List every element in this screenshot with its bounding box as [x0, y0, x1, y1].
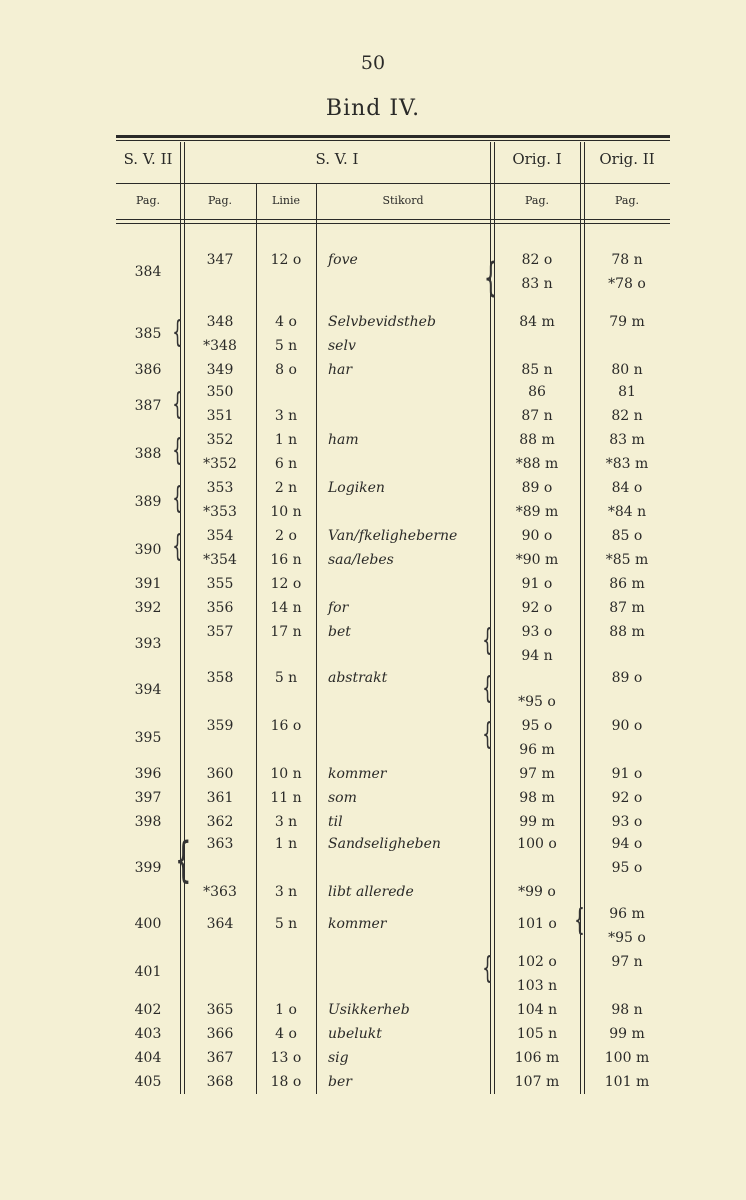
page-number: 50: [360, 52, 386, 74]
cell-sv2-pag: 391: [134, 576, 162, 592]
cell-linie: 11 n: [270, 790, 302, 806]
cell-sv1-pag: 366: [206, 1026, 234, 1042]
cell-orig2-pag: 85 o: [611, 528, 643, 544]
cell-orig2-pag: *78 o: [608, 276, 646, 292]
cell-orig1-pag: 103 n: [516, 978, 558, 994]
cell-linie: 5 n: [274, 338, 298, 354]
column-rule: [316, 184, 317, 1094]
cell-orig1-pag: 107 m: [514, 1074, 560, 1090]
cell-linie: 6 n: [274, 456, 298, 472]
cell-stikord: ham: [328, 432, 359, 448]
cell-stikord: Logiken: [328, 480, 385, 496]
cell-orig1-pag: 85 n: [521, 362, 553, 378]
subheader-stikord: Stikord: [382, 194, 424, 207]
cell-orig2-pag: *84 n: [607, 504, 647, 520]
cell-sv1-pag: 356: [206, 600, 234, 616]
cell-orig2-pag: 83 m: [609, 432, 645, 448]
cell-orig2-pag: *85 m: [605, 552, 649, 568]
cell-orig2-pag: 99 m: [609, 1026, 645, 1042]
cell-linie: 4 o: [275, 314, 297, 330]
cell-orig2-pag: 91 o: [611, 766, 643, 782]
cell-sv1-pag: 365: [206, 1002, 234, 1018]
cell-orig1-pag: 93 o: [521, 624, 553, 640]
cell-stikord: libt allerede: [328, 884, 414, 900]
cell-sv2-pag: 403: [134, 1026, 162, 1042]
cell-sv2-pag: 402: [134, 1002, 162, 1018]
cell-linie: 12 o: [270, 576, 302, 592]
cell-orig1-pag: 99 m: [519, 814, 555, 830]
cell-linie: 5 n: [274, 670, 298, 686]
cell-sv2-pag: 385: [134, 326, 162, 342]
cell-sv2-pag: 388: [134, 446, 162, 462]
subheader-orig1-pag: Pag.: [524, 194, 549, 207]
brace-icon: {: [172, 529, 183, 564]
cell-orig1-pag: 86: [528, 384, 546, 400]
brace-icon: {: [574, 903, 585, 938]
cell-orig2-pag: 80 n: [611, 362, 643, 378]
cell-orig2-pag: 100 m: [604, 1050, 650, 1066]
cell-orig2-pag: *83 m: [605, 456, 649, 472]
brace-icon: {: [172, 387, 183, 422]
cell-orig1-pag: 84 m: [519, 314, 555, 330]
cell-sv1-pag: 357: [206, 624, 234, 640]
cell-stikord: kommer: [328, 916, 387, 932]
cell-sv2-pag: 401: [134, 964, 162, 980]
cell-orig2-pag: 97 n: [611, 954, 643, 970]
brace-icon: {: [483, 255, 498, 301]
header-sv1: S. V. I: [315, 150, 359, 168]
cell-linie: 3 n: [274, 408, 298, 424]
cell-orig1-pag: 91 o: [521, 576, 553, 592]
cell-orig1-pag: 101 o: [517, 916, 557, 932]
cell-sv1-pag: 361: [206, 790, 234, 806]
cell-orig1-pag: 89 o: [521, 480, 553, 496]
subheader-sv1-pag: Pag.: [207, 194, 232, 207]
cell-orig1-pag: *89 m: [515, 504, 559, 520]
cell-sv2-pag: 400: [134, 916, 162, 932]
subheader-sv2-pag: Pag.: [135, 194, 160, 207]
cell-linie: 13 o: [270, 1050, 302, 1066]
cell-orig1-pag: 83 n: [521, 276, 553, 292]
cell-sv2-pag: 389: [134, 494, 162, 510]
table-top-rule-thin: [116, 140, 670, 141]
cell-stikord: ubelukt: [328, 1026, 382, 1042]
cell-orig2-pag: 101 m: [604, 1074, 650, 1090]
cell-linie: 17 n: [270, 624, 302, 640]
cell-linie: 12 o: [270, 252, 302, 268]
cell-orig1-pag: 94 n: [521, 648, 553, 664]
cell-orig1-pag: 96 m: [519, 742, 555, 758]
subheader-orig2-pag: Pag.: [614, 194, 639, 207]
header-orig2: Orig. II: [599, 150, 655, 168]
cell-sv1-pag: *348: [203, 338, 237, 354]
cell-stikord: som: [328, 790, 357, 806]
header-sv2: S. V. II: [123, 150, 173, 168]
cell-stikord: kommer: [328, 766, 387, 782]
cell-orig2-pag: 88 m: [609, 624, 645, 640]
subheader-divider: [116, 219, 670, 220]
cell-orig2-pag: 86 m: [609, 576, 645, 592]
cell-orig1-pag: 98 m: [519, 790, 555, 806]
brace-icon: {: [172, 481, 183, 516]
cell-stikord: ber: [328, 1074, 352, 1090]
cell-linie: 18 o: [270, 1074, 302, 1090]
cell-orig1-pag: 106 m: [514, 1050, 560, 1066]
cell-orig2-pag: 95 o: [611, 860, 643, 876]
cell-sv1-pag: 347: [206, 252, 234, 268]
cell-linie: 1 n: [274, 432, 298, 448]
cell-orig2-pag: *95 o: [608, 930, 646, 946]
cell-orig1-pag: 97 m: [519, 766, 555, 782]
cell-sv2-pag: 392: [134, 600, 162, 616]
cell-sv1-pag: 359: [206, 718, 234, 734]
cell-stikord: saa/lebes: [328, 552, 394, 568]
cell-sv2-pag: 396: [134, 766, 162, 782]
cell-stikord: Selvbevidstheb: [328, 314, 436, 330]
cell-orig2-pag: 98 n: [611, 1002, 643, 1018]
cell-sv1-pag: 349: [206, 362, 234, 378]
cell-orig2-pag: 96 m: [609, 906, 645, 922]
cell-stikord: sig: [328, 1050, 349, 1066]
cell-stikord: Usikkerheb: [328, 1002, 410, 1018]
cell-sv1-pag: 363: [206, 836, 234, 852]
cell-sv2-pag: 393: [134, 636, 162, 652]
cell-sv1-pag: 367: [206, 1050, 234, 1066]
table-top-rule: [116, 135, 670, 138]
cell-sv1-pag: 358: [206, 670, 234, 686]
cell-orig1-pag: *99 o: [518, 884, 556, 900]
subheader-divider-thin: [116, 223, 670, 224]
cell-orig1-pag: 82 o: [521, 252, 553, 268]
cell-sv1-pag: 355: [206, 576, 234, 592]
cell-orig2-pag: 84 o: [611, 480, 643, 496]
cell-linie: 10 n: [270, 766, 302, 782]
cell-linie: 16 n: [270, 552, 302, 568]
cell-linie: 8 o: [275, 362, 297, 378]
subheader-linie: Linie: [272, 194, 300, 207]
cell-orig1-pag: *88 m: [515, 456, 559, 472]
cell-sv2-pag: 398: [134, 814, 162, 830]
cell-stikord: bet: [328, 624, 351, 640]
cell-orig2-pag: 87 m: [609, 600, 645, 616]
cell-orig1-pag: 92 o: [521, 600, 553, 616]
cell-linie: 5 n: [274, 916, 298, 932]
cell-orig2-pag: 89 o: [611, 670, 643, 686]
column-rule: [580, 142, 581, 1094]
cell-orig2-pag: 94 o: [611, 836, 643, 852]
cell-stikord: fove: [328, 252, 358, 268]
cell-orig1-pag: 104 n: [516, 1002, 558, 1018]
cell-stikord: Sandseligheben: [328, 836, 441, 852]
cell-linie: 10 n: [270, 504, 302, 520]
cell-sv2-pag: 394: [134, 682, 162, 698]
cell-sv1-pag: *353: [203, 504, 237, 520]
cell-sv1-pag: 368: [206, 1074, 234, 1090]
cell-orig1-pag: 87 n: [521, 408, 553, 424]
cell-linie: 16 o: [270, 718, 302, 734]
brace-icon: {: [482, 623, 493, 658]
cell-sv1-pag: *354: [203, 552, 237, 568]
cell-orig2-pag: 78 n: [611, 252, 643, 268]
cell-linie: 3 n: [274, 884, 298, 900]
cell-sv2-pag: 386: [134, 362, 162, 378]
cell-orig2-pag: 79 m: [609, 314, 645, 330]
page-title: Bind IV.: [325, 96, 421, 121]
brace-icon: {: [482, 717, 493, 752]
column-rule: [180, 142, 181, 1094]
brace-icon: {: [172, 315, 183, 350]
cell-stikord: abstrakt: [328, 670, 388, 686]
cell-orig1-pag: 88 m: [519, 432, 555, 448]
header-orig1: Orig. I: [512, 150, 562, 168]
cell-sv1-pag: 352: [206, 432, 234, 448]
cell-orig1-pag: *90 m: [515, 552, 559, 568]
cell-stikord: har: [328, 362, 353, 378]
cell-orig1-pag: 105 n: [516, 1026, 558, 1042]
cell-sv1-pag: 353: [206, 480, 234, 496]
cell-sv2-pag: 405: [134, 1074, 162, 1090]
cell-linie: 2 n: [274, 480, 298, 496]
cell-stikord: for: [328, 600, 349, 616]
cell-sv2-pag: 384: [134, 264, 162, 280]
cell-orig1-pag: 100 o: [517, 836, 557, 852]
brace-icon: {: [482, 671, 493, 706]
cell-sv2-pag: 390: [134, 542, 162, 558]
cell-sv1-pag: 362: [206, 814, 234, 830]
cell-sv1-pag: 354: [206, 528, 234, 544]
cell-linie: 3 n: [274, 814, 298, 830]
cell-stikord: til: [328, 814, 343, 830]
header-divider: [116, 183, 670, 184]
cell-sv1-pag: 351: [206, 408, 234, 424]
cell-orig1-pag: 102 o: [517, 954, 557, 970]
cell-orig1-pag: 95 o: [521, 718, 553, 734]
cell-sv2-pag: 395: [134, 730, 162, 746]
cell-sv2-pag: 397: [134, 790, 162, 806]
cell-linie: 4 o: [275, 1026, 297, 1042]
cell-sv1-pag: *352: [203, 456, 237, 472]
cell-sv1-pag: 364: [206, 916, 234, 932]
cell-sv2-pag: 399: [134, 860, 162, 876]
cell-orig1-pag: 90 o: [521, 528, 553, 544]
cell-sv2-pag: 387: [134, 398, 162, 414]
cell-orig2-pag: 82 n: [611, 408, 643, 424]
cell-linie: 1 n: [274, 836, 298, 852]
cell-orig2-pag: 81: [618, 384, 636, 400]
brace-icon: {: [174, 832, 192, 888]
cell-sv2-pag: 404: [134, 1050, 162, 1066]
column-rule: [184, 142, 185, 1094]
cell-sv1-pag: *363: [203, 884, 237, 900]
cell-sv1-pag: 360: [206, 766, 234, 782]
cell-linie: 1 o: [275, 1002, 297, 1018]
brace-icon: {: [172, 433, 183, 468]
cell-orig2-pag: 92 o: [611, 790, 643, 806]
cell-linie: 14 n: [270, 600, 302, 616]
cell-stikord: Van/fkeligheberne: [328, 528, 458, 544]
cell-linie: 2 o: [275, 528, 297, 544]
cell-orig1-pag: *95 o: [518, 694, 556, 710]
cell-orig2-pag: 93 o: [611, 814, 643, 830]
cell-orig2-pag: 90 o: [611, 718, 643, 734]
cell-stikord: selv: [328, 338, 356, 354]
cell-sv1-pag: 348: [206, 314, 234, 330]
cell-sv1-pag: 350: [206, 384, 234, 400]
brace-icon: {: [482, 951, 493, 986]
